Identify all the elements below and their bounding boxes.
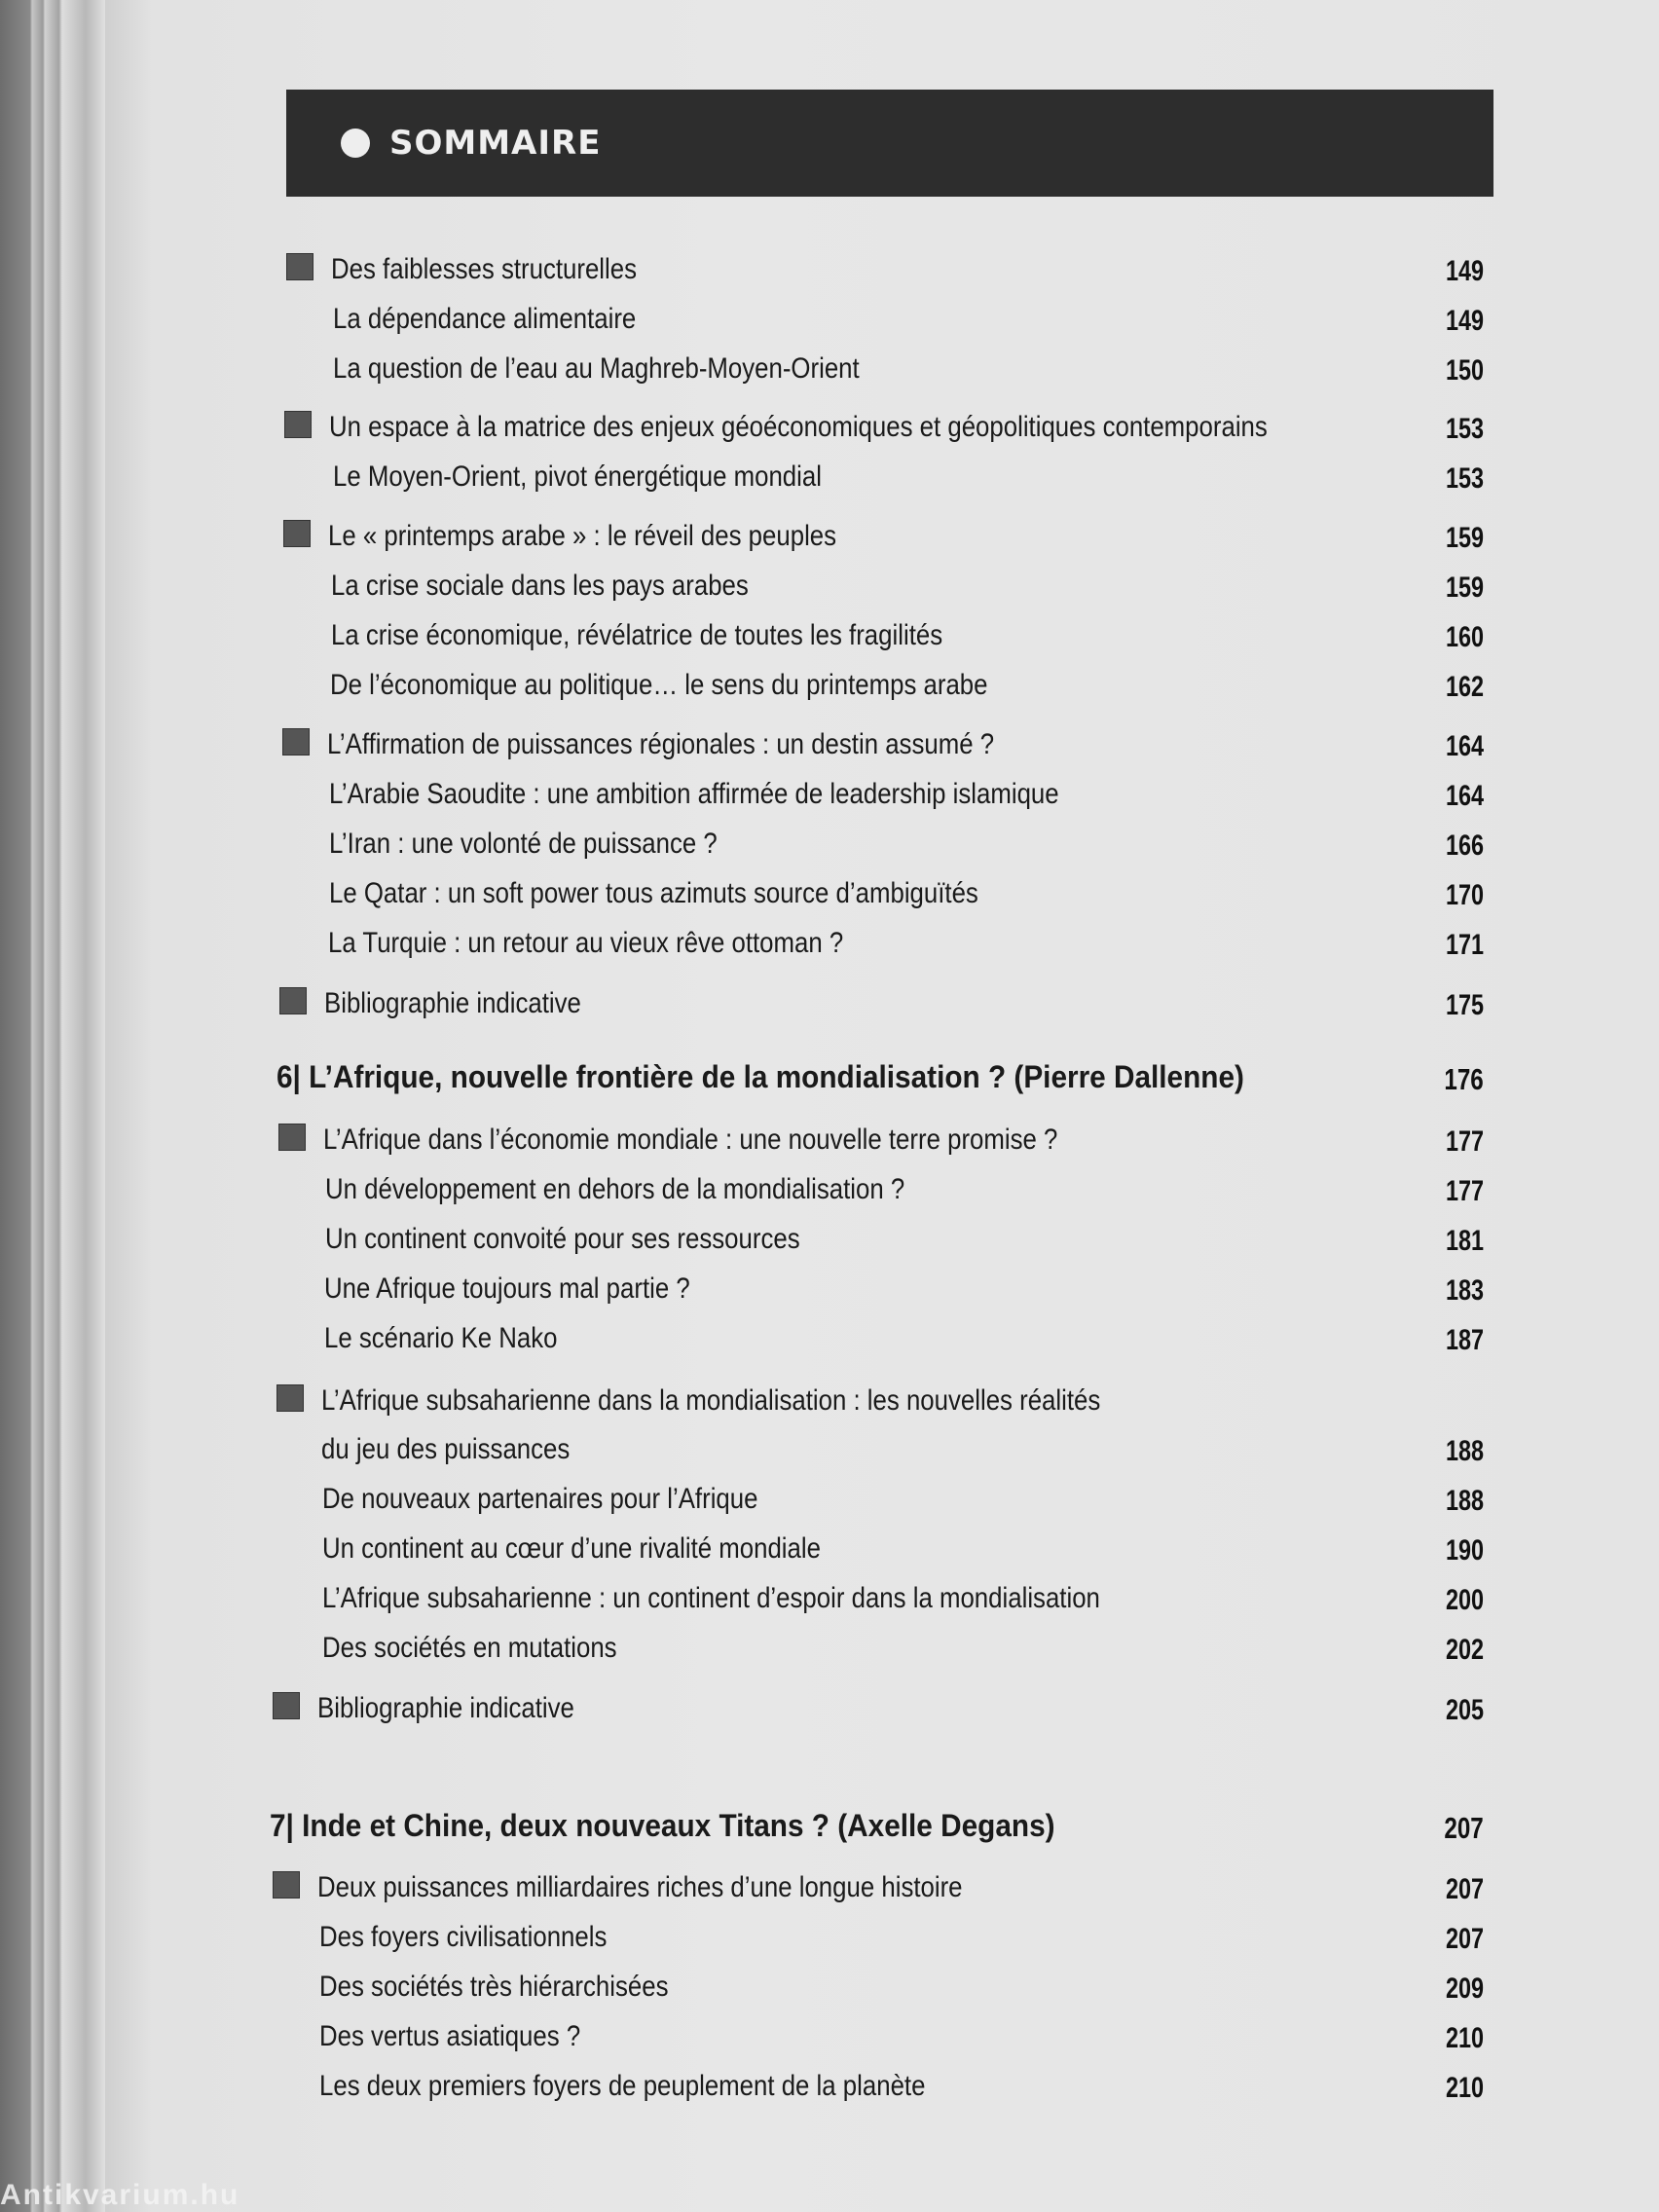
square-bullet-icon: [282, 728, 310, 756]
toc-entry-title: Une Afrique toujours mal partie ?: [324, 1272, 690, 1305]
toc-page-number: 162: [1445, 671, 1484, 703]
toc-entry-title: La dépendance alimentaire: [333, 303, 637, 335]
toc-page-number: 171: [1445, 929, 1484, 961]
toc-section-title: L’Afrique dans l’économie mondiale : une nouvelle terre promise ?: [323, 1124, 1058, 1156]
toc-page-number: 190: [1445, 1534, 1484, 1567]
toc-entry[interactable]: [333, 343, 1484, 391]
toc-section[interactable]: [273, 1682, 1484, 1731]
toc-section-title: Le « printemps arabe » : le réveil des peuples: [328, 520, 837, 552]
toc-entry[interactable]: [322, 1622, 1484, 1671]
toc-entry-title: La crise économique, révélatrice de toutes les fragilités: [331, 619, 943, 651]
toc-entry[interactable]: [322, 1572, 1484, 1621]
toc-page-number: 207: [1445, 1873, 1484, 1905]
toc-section[interactable]: [283, 510, 1484, 559]
toc-entry[interactable]: [322, 1473, 1484, 1522]
toc-page-number: 160: [1445, 621, 1484, 653]
toc-entry-title: Un continent convoité pour ses ressources: [325, 1223, 800, 1255]
square-bullet-icon: [273, 1871, 300, 1899]
toc-entry-title: L’Arabie Saoudite : une ambition affirmée de leadership islamique: [329, 778, 1059, 810]
toc-entry[interactable]: [324, 1312, 1484, 1361]
toc-section-title: Un espace à la matrice des enjeux géoéconomiques et géopolitiques contemporains: [329, 411, 1268, 443]
square-bullet-icon: [279, 987, 307, 1014]
toc-entry[interactable]: [333, 451, 1484, 499]
toc-page-number: 187: [1445, 1324, 1484, 1356]
toc-entry-title: Des vertus asiatiques ?: [319, 2020, 581, 2052]
toc-entry-title: De l’économique au politique… le sens du printemps arabe: [330, 669, 988, 701]
toc-section-title: Bibliographie indicative: [317, 1692, 574, 1724]
square-bullet-icon: [286, 253, 313, 280]
toc-entry-title: Le scénario Ke Nako: [324, 1322, 558, 1354]
toc-entry[interactable]: [319, 1961, 1484, 2009]
toc-entry[interactable]: [319, 2010, 1484, 2059]
square-bullet-icon: [283, 520, 311, 547]
square-bullet-icon: [276, 1384, 304, 1412]
toc-section-title: Deux puissances milliardaires riches d’une longue histoire: [317, 1871, 963, 1903]
toc-entry[interactable]: [321, 1423, 1484, 1472]
toc-entry[interactable]: [319, 2060, 1484, 2109]
toc-page-number: 188: [1445, 1435, 1484, 1467]
toc-entry-title: du jeu des puissances: [321, 1433, 571, 1465]
toc-entry-title: Les deux premiers foyers de peuplement de la planète: [319, 2070, 926, 2102]
toc-page-number: 210: [1445, 2072, 1484, 2104]
toc-entry-title: La question de l’eau au Maghreb-Moyen-Orient: [333, 352, 860, 385]
square-bullet-icon: [284, 411, 312, 438]
watermark: Antikvarium.hu: [0, 2179, 240, 2211]
toc-entry-title: Le Qatar : un soft power tous azimuts source d’ambiguïtés: [329, 877, 978, 909]
toc-section[interactable]: [278, 1114, 1484, 1162]
toc-chapter[interactable]: [270, 1801, 1484, 1850]
toc-entry-title: Le Moyen-Orient, pivot énergétique mondial: [333, 461, 822, 493]
toc-entry[interactable]: [328, 917, 1484, 966]
toc-page-number: 183: [1445, 1274, 1484, 1307]
toc-chapter-title: 6| L’Afrique, nouvelle frontière de la mondialisation ? (Pierre Dallenne): [276, 1059, 1244, 1094]
square-bullet-icon: [278, 1124, 306, 1151]
toc-entry[interactable]: [329, 867, 1484, 916]
toc-section[interactable]: [276, 1375, 1484, 1423]
toc-entry-title: L’Iran : une volonté de puissance ?: [329, 828, 718, 860]
toc-section[interactable]: [279, 977, 1484, 1026]
toc-entry[interactable]: [331, 609, 1484, 658]
toc-page-number: 177: [1445, 1175, 1484, 1207]
toc-entry[interactable]: [329, 818, 1484, 866]
toc-entry-title: Un continent au cœur d’une rivalité mondiale: [322, 1532, 821, 1565]
toc-entry-title: Un développement en dehors de la mondialisation ?: [325, 1173, 905, 1205]
toc-entry[interactable]: [324, 1263, 1484, 1311]
toc-page-number: 207: [1444, 1811, 1484, 1845]
toc-section[interactable]: [282, 719, 1484, 767]
toc-section-title: L’Afrique subsaharienne dans la mondialisation : les nouvelles réalités: [321, 1384, 1101, 1417]
toc-page-number: 210: [1445, 2022, 1484, 2054]
toc-page-number: 149: [1445, 305, 1484, 337]
toc-page-number: 177: [1445, 1125, 1484, 1158]
toc-page-number: 181: [1445, 1225, 1484, 1257]
toc-page-number: 176: [1444, 1062, 1484, 1096]
toc-entry[interactable]: [322, 1523, 1484, 1571]
toc-entry[interactable]: [329, 768, 1484, 817]
header-title: SOMMAIRE: [389, 124, 602, 163]
toc-entry[interactable]: [325, 1163, 1484, 1212]
toc-entry-title: La crise sociale dans les pays arabes: [331, 570, 749, 602]
toc-section-title: Bibliographie indicative: [324, 987, 581, 1019]
toc-entry[interactable]: [325, 1213, 1484, 1262]
toc-section[interactable]: [286, 243, 1484, 292]
toc-entry[interactable]: [330, 659, 1484, 708]
toc-entry-title: De nouveaux partenaires pour l’Afrique: [322, 1483, 758, 1515]
toc-entry-title: Des foyers civilisationnels: [319, 1921, 608, 1953]
toc-page-number: 153: [1445, 462, 1484, 495]
toc-entry-title: L’Afrique subsaharienne : un continent d’espoir dans la mondialisation: [322, 1582, 1100, 1614]
toc-page-number: 159: [1445, 571, 1484, 604]
toc-page-number: 209: [1445, 1972, 1484, 2005]
toc-entry-title: Des sociétés très hiérarchisées: [319, 1971, 669, 2003]
toc-section-title: L’Affirmation de puissances régionales : un destin assumé ?: [327, 728, 995, 760]
toc-entry[interactable]: [331, 560, 1484, 608]
square-bullet-icon: [273, 1692, 300, 1719]
toc-page-number: 153: [1445, 413, 1484, 445]
toc-page-number: 159: [1445, 522, 1484, 554]
toc-entry[interactable]: [319, 1911, 1484, 1960]
toc-page-number: 150: [1445, 354, 1484, 387]
toc-section[interactable]: [284, 401, 1484, 450]
toc-page-number: 149: [1445, 255, 1484, 287]
toc-page-number: 164: [1445, 730, 1484, 762]
toc-page-number: 200: [1445, 1584, 1484, 1616]
toc-page-number: 207: [1445, 1923, 1484, 1955]
toc-chapter[interactable]: [276, 1052, 1484, 1101]
toc-page-number: 170: [1445, 879, 1484, 911]
toc-page-number: 164: [1445, 780, 1484, 812]
toc-page-number: 188: [1445, 1485, 1484, 1517]
toc-entry-title: La Turquie : un retour au vieux rêve ottoman ?: [328, 927, 844, 959]
toc-entry[interactable]: [333, 293, 1484, 342]
toc-page-number: 166: [1445, 830, 1484, 862]
toc-page-number: 175: [1445, 989, 1484, 1021]
toc-chapter-title: 7| Inde et Chine, deux nouveaux Titans ? (Axelle Degans): [270, 1808, 1055, 1843]
toc-page-number: 205: [1445, 1694, 1484, 1726]
toc-entry-title: Des sociétés en mutations: [322, 1632, 617, 1664]
toc-section-title: Des faiblesses structurelles: [331, 253, 638, 285]
toc-page-number: 202: [1445, 1634, 1484, 1666]
toc-section[interactable]: [273, 1862, 1484, 1910]
